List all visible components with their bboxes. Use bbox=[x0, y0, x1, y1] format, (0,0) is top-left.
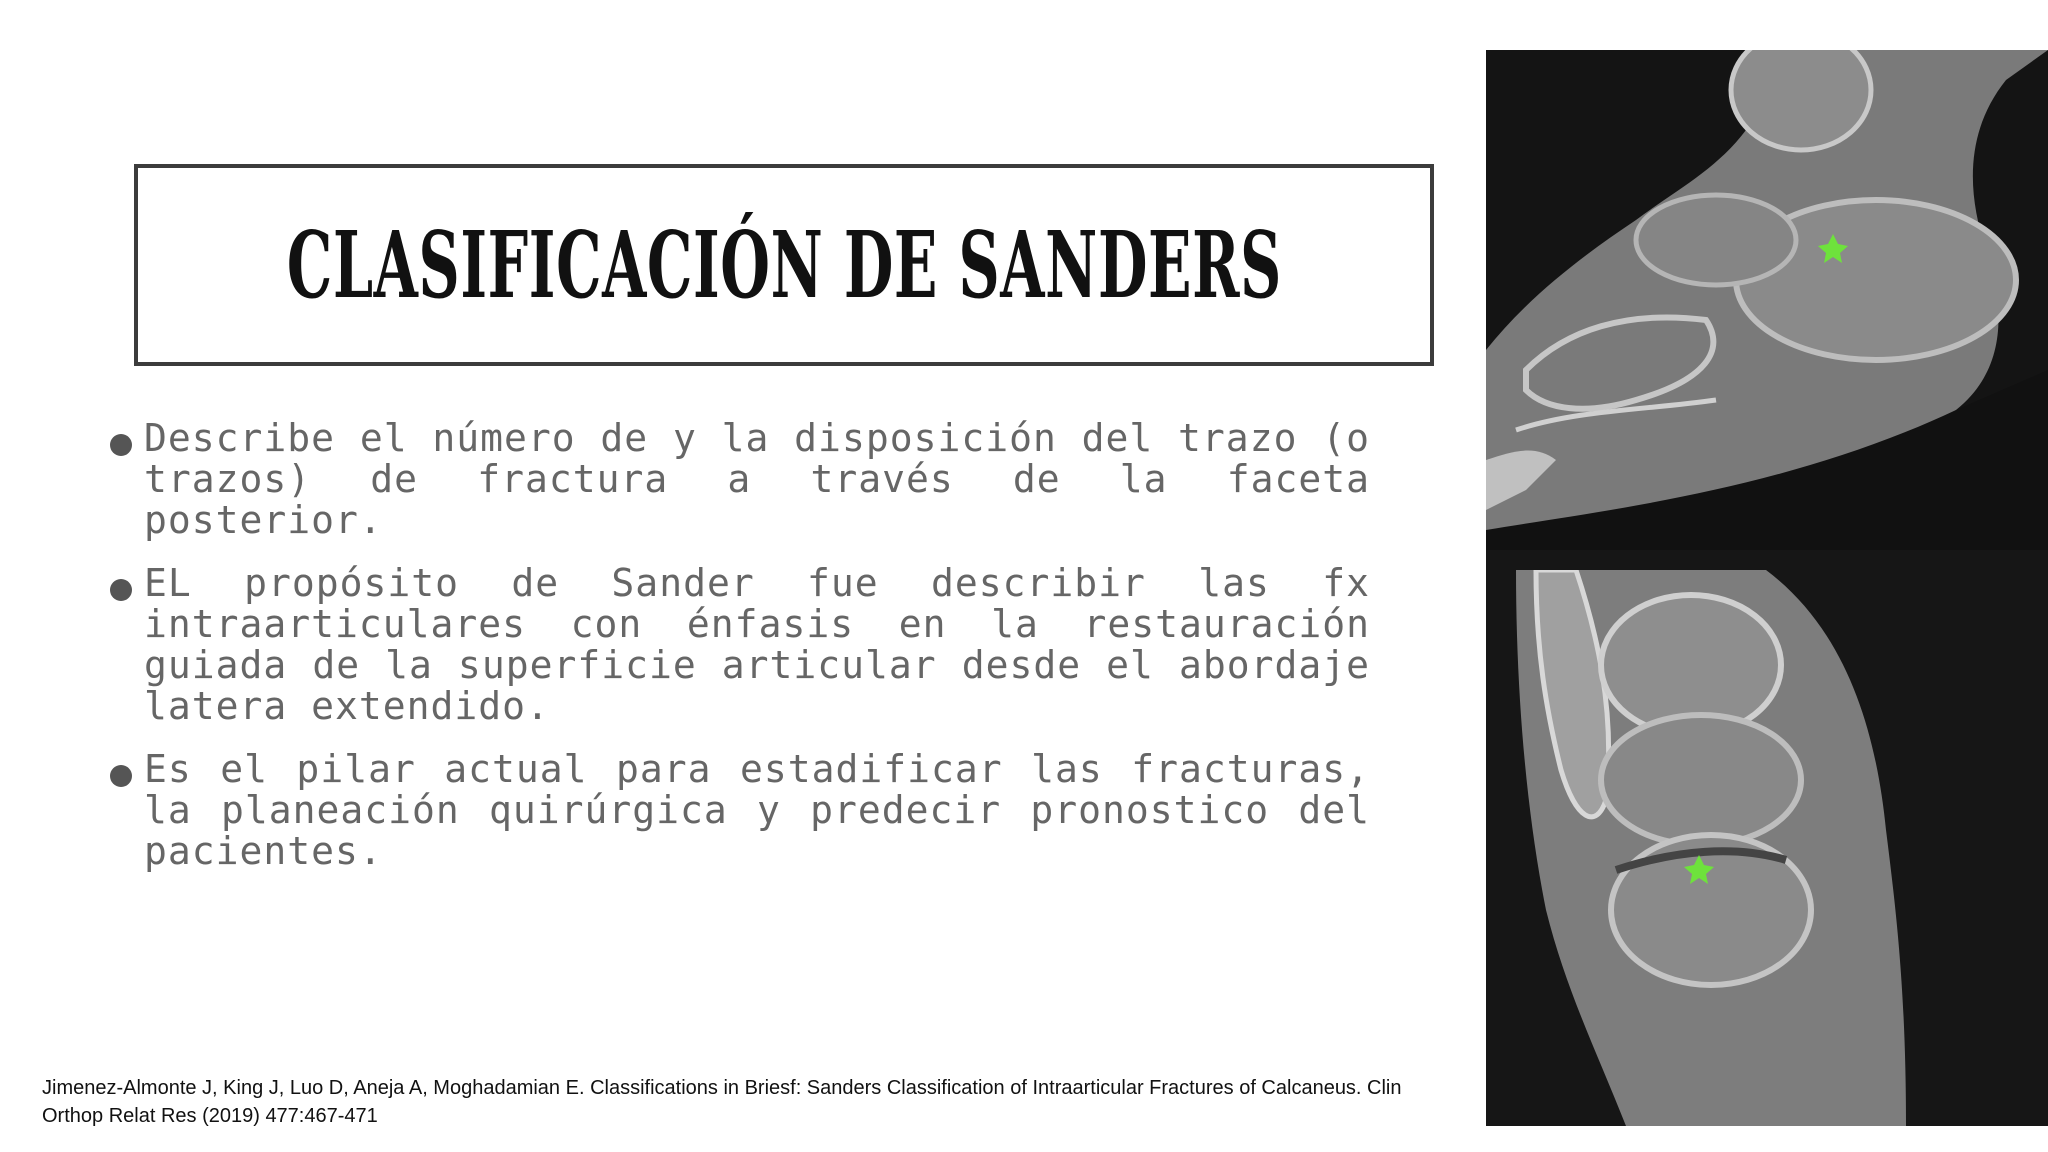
ct-scan-image bbox=[1486, 50, 2048, 1126]
citation: Jimenez-Almonte J, King J, Luo D, Aneja A, Moghadamian E. Classifications in Briesf: Sanders Classification of Intraarticular Fractures of Calcaneus. Clin Orthop Relat Res (2019) 477:467-471 bbox=[42, 1077, 1402, 1127]
bullet-text: Es el pilar actual para estadificar las fracturas, la planeación quirúrgica y predecir pronostico del pacientes. bbox=[144, 747, 1370, 873]
bullet-list bbox=[110, 418, 1370, 894]
bullet-item bbox=[110, 418, 1370, 541]
title-box bbox=[134, 164, 1434, 366]
bullet-dot-icon bbox=[110, 765, 132, 787]
coronal-ct-image bbox=[1486, 570, 2048, 1126]
bullet-dot-icon bbox=[110, 579, 132, 601]
bullet-item bbox=[110, 749, 1370, 872]
slide-title: CLASIFICACIÓN DE SANDERS bbox=[286, 211, 1282, 319]
bullet-item bbox=[110, 563, 1370, 727]
bullet-text: EL propósito de Sander fue describir las fx intraarticulares con énfasis en la restauración guiada de la superficie articular desde el abordaje latera extendido. bbox=[144, 561, 1370, 728]
bullet-text: Describe el número de y la disposición del trazo (o trazos) de fractura a través de la faceta posterior. bbox=[144, 416, 1370, 542]
sagittal-ct-image bbox=[1486, 50, 2048, 550]
bullet-dot-icon bbox=[110, 434, 132, 456]
